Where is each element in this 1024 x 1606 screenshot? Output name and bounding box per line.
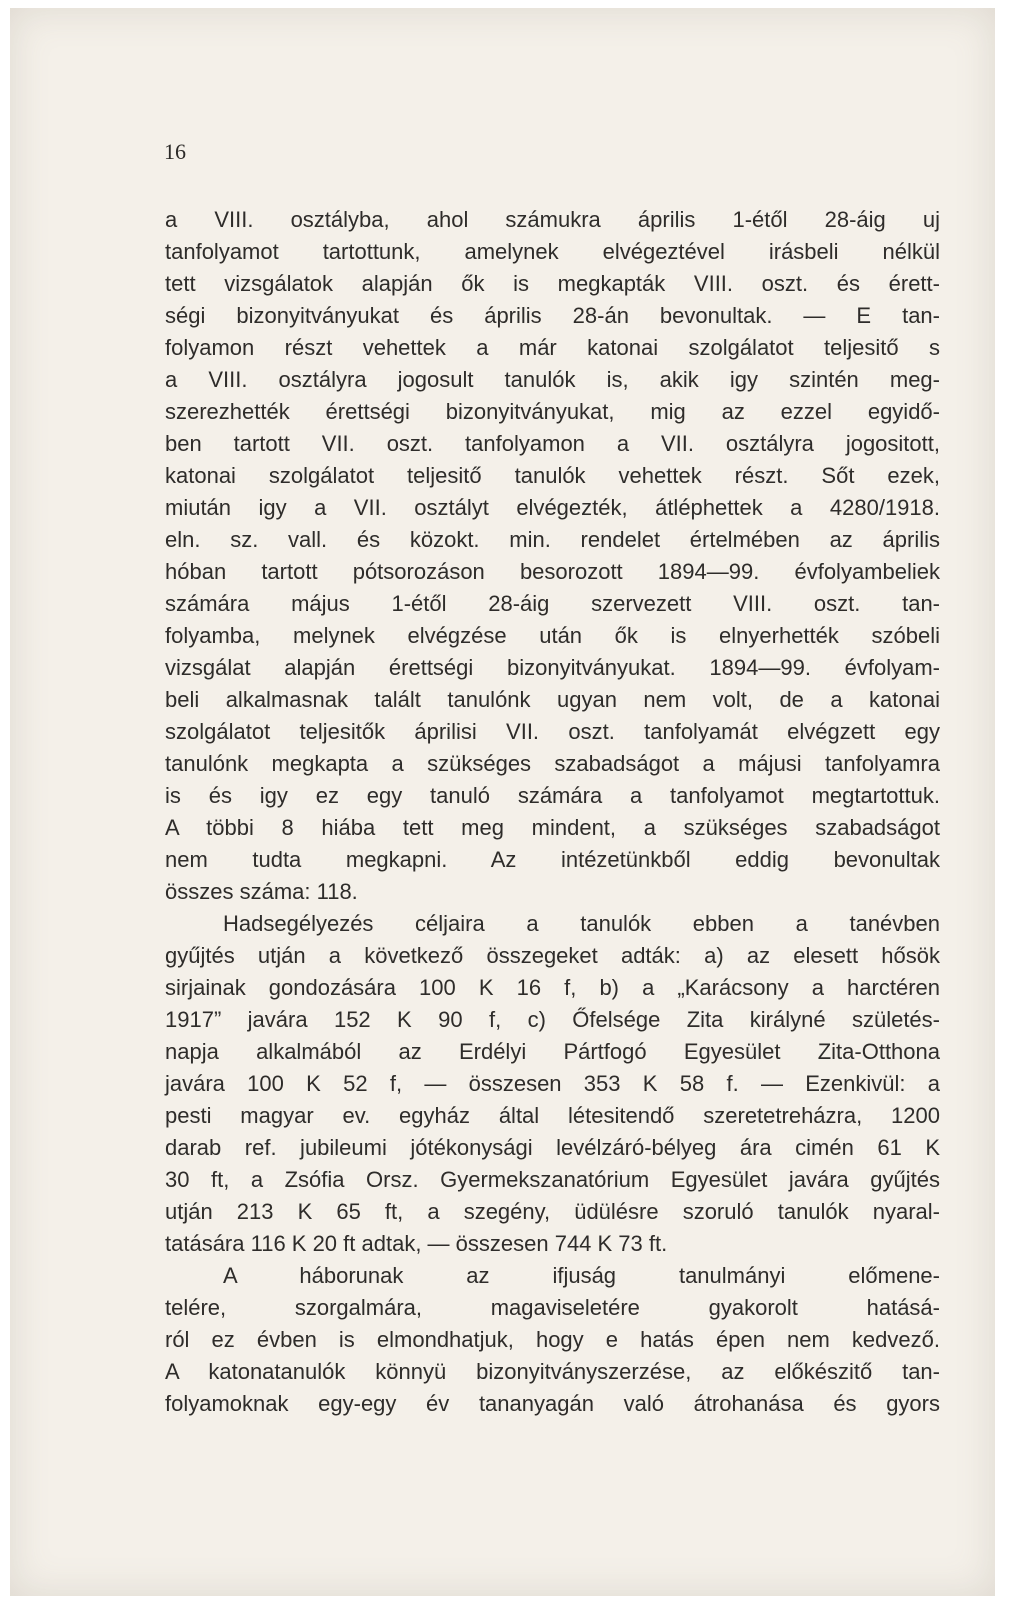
page-number: 16	[164, 139, 186, 164]
page-sheet	[10, 8, 995, 1596]
text-line: vizsgálat alapján érettségi bizonyitványukat. 1894—99. évfolyam-	[165, 655, 940, 680]
text-line: A katonatanulók könnyü bizonyitványszerzése, az előkészitő tan-	[165, 1359, 940, 1384]
text-line: ról ez évben is elmondhatjuk, hogy e hatás épen nem kedvező.	[165, 1327, 940, 1352]
text-line: tett vizsgálatok alapján ők is megkapták VIII. oszt. és érett-	[165, 271, 940, 296]
text-line: összes száma: 118.	[165, 879, 358, 904]
text-line: a VIII. osztályra jogosult tanulók is, akik igy szintén meg-	[165, 367, 940, 392]
text-line: beli alkalmasnak talált tanulónk ugyan nem volt, de a katonai	[165, 687, 940, 712]
text-line: tanulónk megkapta a szükséges szabadságot a májusi tanfolyamra	[165, 751, 940, 776]
text-line: javára 100 K 52 f, — összesen 353 K 58 f. — Ezenkivül: a	[165, 1071, 940, 1096]
text-line: hóban tartott pótsorozáson besorozott 1894—99. évfolyambeliek	[165, 559, 940, 584]
text-line: 1917” javára 152 K 90 f, c) Őfelsége Zita királyné születés-	[165, 1007, 940, 1032]
text-line: folyamoknak egy-egy év tananyagán való átrohanása és gyors	[165, 1391, 940, 1416]
text-line: Hadsegélyezés céljaira a tanulók ebben a tanévben	[223, 911, 940, 936]
text-line: szerezhették érettségi bizonyitványukat, mig az ezzel egyidő-	[165, 399, 940, 424]
text-line: folyamon részt vehettek a már katonai szolgálatot teljesitő s	[165, 335, 940, 360]
text-line: folyamba, melynek elvégzése után ők is elnyerhették szóbeli	[165, 623, 940, 648]
text-line: nem tudta megkapni. Az intézetünkből eddig bevonultak	[165, 847, 940, 872]
text-line: gyűjtés utján a következő összegeket adták: a) az elesett hősök	[165, 943, 940, 968]
text-line: a VIII. osztályba, ahol számukra április 1-étől 28-áig uj	[165, 207, 940, 232]
text-line: telére, szorgalmára, magaviseletére gyakorolt hatásá-	[165, 1295, 940, 1320]
text-line: is és igy ez egy tanuló számára a tanfolyamot megtartottuk.	[165, 783, 940, 808]
body-text	[165, 204, 940, 1420]
text-line: 30 ft, a Zsófia Orsz. Gyermekszanatórium Egyesület javára gyűjtés	[165, 1167, 940, 1192]
text-line: sirjainak gondozására 100 K 16 f, b) a „Karácsony a harctéren	[165, 975, 940, 1000]
text-line: ben tartott VII. oszt. tanfolyamon a VII. osztályra jogositott,	[165, 431, 940, 456]
text-line: napja alkalmából az Erdélyi Pártfogó Egyesület Zita-Otthona	[165, 1039, 940, 1064]
text-line: darab ref. jubileumi jótékonysági levélzáró-bélyeg ára cimén 61 K	[165, 1135, 940, 1160]
text-line: ségi bizonyitványukat és április 28-án bevonultak. — E tan-	[165, 303, 940, 328]
text-line: A háborunak az ifjuság tanulmányi előmene-	[223, 1263, 940, 1288]
text-line: miután igy a VII. osztályt elvégezték, átléphettek a 4280/1918.	[165, 495, 940, 520]
text-line: pesti magyar ev. egyház által létesitendő szeretetreházra, 1200	[165, 1103, 940, 1128]
text-line: eln. sz. vall. és közokt. min. rendelet értelmében az április	[165, 527, 940, 552]
text-line: utján 213 K 65 ft, a szegény, üdülésre szoruló tanulók nyaral-	[165, 1199, 940, 1224]
text-line: szolgálatot teljesitők áprilisi VII. oszt. tanfolyamát elvégzett egy	[165, 719, 940, 744]
text-line: tanfolyamot tartottunk, amelynek elvégeztével irásbeli nélkül	[165, 239, 940, 264]
text-line: tatására 116 K 20 ft adtak, — összesen 744 K 73 ft.	[165, 1231, 668, 1256]
text-line: A többi 8 hiába tett meg mindent, a szükséges szabadságot	[165, 815, 940, 840]
text-line: katonai szolgálatot teljesitő tanulók vehettek részt. Sőt ezek,	[165, 463, 940, 488]
text-line: számára május 1-étől 28-áig szervezett VIII. oszt. tan-	[165, 591, 940, 616]
